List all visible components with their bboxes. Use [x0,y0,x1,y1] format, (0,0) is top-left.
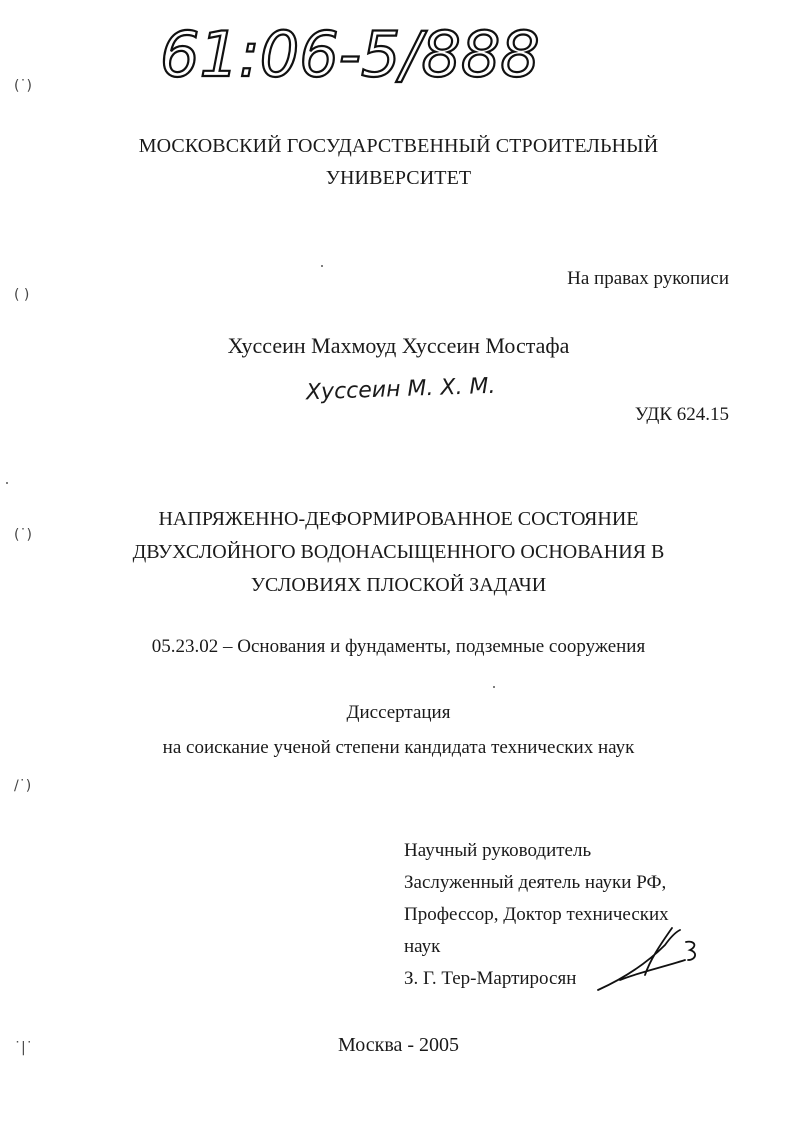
supervisor-line-1: Научный руководитель [404,840,592,861]
udk-code: УДК 624.15 [634,404,729,425]
margin-mark: (˙) [14,78,32,94]
margin-mark: /˙) [14,778,32,794]
title-line-2: ДВУХСЛОЙНОГО ВОДОНАСЫЩЕННОГО ОСНОВАНИЯ В [132,541,665,563]
manuscript-note: На правах рукописи [567,268,729,289]
city-year: Москва - 2005 [337,1034,460,1056]
supervisor-name: З. Г. Тер-Мартиросян [404,968,577,989]
author-signature-text: Хуссеин М. Х. М. [305,373,496,406]
margin-mark: ( ) [14,287,30,303]
archive-number-handwritten [150,6,650,96]
supervisor-line-2: Заслуженный деятель науки РФ, [404,872,667,893]
author-signature [300,365,560,415]
university-name [0,130,797,194]
supervisor-line-4: наук [404,936,441,957]
title-line-3: УСЛОВИЯХ ПЛОСКОЙ ЗАДАЧИ [250,574,547,596]
scan-speck [321,265,323,267]
supervisor-signature [590,920,710,1000]
dissertation-title [0,503,797,602]
title-line-1: НАПРЯЖЕННО-ДЕФОРМИРОВАННОЕ СОСТОЯНИЕ [158,508,639,530]
scan-speck [6,482,8,484]
scan-speck [493,686,495,688]
margin-mark: (˙) [14,527,32,543]
university-line-1: МОСКОВСКИЙ ГОСУДАРСТВЕННЫЙ СТРОИТЕЛЬНЫЙ [138,135,659,157]
university-line-2: УНИВЕРСИТЕТ [325,167,472,189]
margin-mark: ˙|˙ [14,1040,33,1056]
specialty: 05.23.02 – Основания и фундаменты, подземные сооружения [151,636,646,657]
degree-statement: на соискание ученой степени кандидата технических наук [162,737,635,758]
dissertation-type: Диссертация [346,702,451,723]
archive-number-text: 61:06-5/888 [160,18,540,91]
supervisor-line-3: Профессор, Доктор технических [404,904,669,925]
author-name: Хуссеин Махмоуд Хуссеин Мостафа [227,333,570,358]
